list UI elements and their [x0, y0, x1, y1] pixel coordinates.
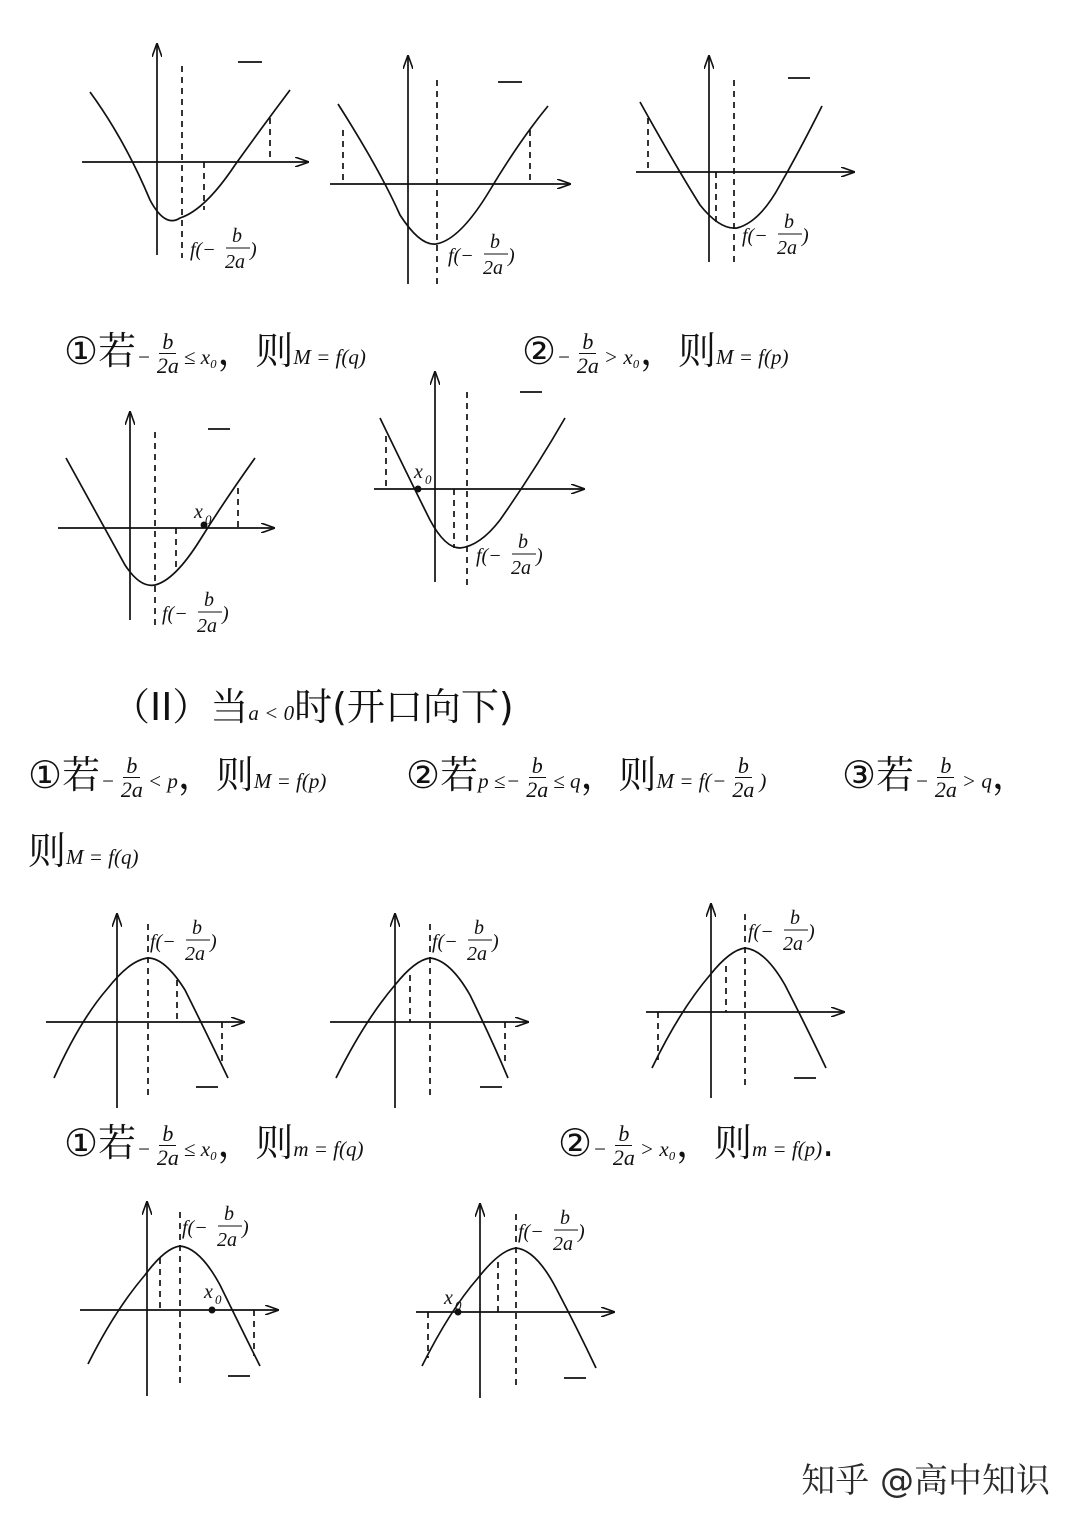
svg-text:b: b: [518, 531, 528, 553]
svg-text:b: b: [560, 1207, 570, 1229]
case-down-3: ③若− $\frac{b}{2a}$ > q，: [842, 753, 1030, 803]
svg-text:f(−: f(−: [432, 931, 458, 953]
fraction: $\frac{b}{2a}$: [612, 1121, 635, 1171]
svg-text:2a: 2a: [197, 615, 217, 637]
svg-text:2a: 2a: [185, 943, 205, 965]
svg-text:f(−: f(−: [182, 1217, 208, 1239]
svg-text:f(−: f(−: [190, 239, 216, 261]
svg-text:b: b: [474, 917, 484, 939]
svg-text:2a: 2a: [511, 557, 531, 579]
result: M = f(p): [715, 345, 789, 370]
svg-text:f(−: f(−: [518, 1221, 544, 1243]
graph-up-4: [58, 412, 274, 625]
svg-text:0: 0: [455, 1298, 462, 1313]
svg-text:f(−: f(−: [748, 921, 774, 943]
x0-label: [413, 461, 432, 487]
marker: ②: [522, 329, 557, 374]
svg-text:): ): [242, 1217, 249, 1239]
marker: ①若: [64, 329, 137, 374]
svg-text:b: b: [784, 211, 794, 233]
svg-text:x: x: [414, 461, 423, 483]
case-down-3-result: 则M = f(q): [28, 829, 139, 873]
svg-text:): ): [536, 545, 543, 567]
fraction: $\frac{b}{2a}$: [732, 753, 755, 803]
svg-text:2a: 2a: [217, 1229, 237, 1251]
svg-text:): ): [222, 603, 229, 625]
svg-text:b: b: [224, 1203, 234, 1225]
svg-text:0: 0: [205, 512, 212, 527]
svg-text:2a: 2a: [483, 257, 503, 279]
svg-text:b: b: [192, 917, 202, 939]
svg-text:x: x: [204, 1281, 213, 1303]
fraction: $\frac{b}{2a}$: [156, 1121, 179, 1171]
case-down-1: ①若− $\frac{b}{2a}$ < p，则M = f(p): [28, 753, 327, 803]
vertex-label: [182, 1203, 249, 1251]
case-up-2: ②− $\frac{b}{2a}$ > x₀，则M = f(p): [522, 329, 789, 379]
svg-text:b: b: [232, 225, 242, 247]
svg-text:0: 0: [425, 472, 432, 487]
fraction: $\frac{b}{2a}$: [934, 753, 957, 803]
svg-text:b: b: [790, 907, 800, 929]
svg-text:f(−: f(−: [476, 545, 502, 567]
vertex-label: [742, 211, 809, 259]
svg-text:f(−: f(−: [162, 603, 188, 625]
svg-text:b: b: [204, 589, 214, 611]
case-up-1: ①若− $\frac{b}{2a}$ ≤ x₀，则M = f(q): [64, 329, 366, 379]
vertex-label: [162, 589, 229, 637]
fraction: $\frac{b}{2a}$: [526, 753, 549, 803]
svg-text:x: x: [444, 1287, 453, 1309]
svg-text:x: x: [194, 501, 203, 523]
watermark: 知乎 @高中知识: [801, 1461, 1050, 1501]
vertex-label: [748, 907, 815, 955]
svg-text:f(−: f(−: [742, 225, 768, 247]
case-down-2: ②若p ≤− $\frac{b}{2a}$ ≤ q，则M = f(− $\frac{b}{2a}$ ): [406, 753, 767, 803]
svg-text:2a: 2a: [777, 237, 797, 259]
svg-text:2a: 2a: [225, 251, 245, 273]
fraction: $\frac{b}{2a}$: [120, 753, 143, 803]
svg-text:): ): [210, 931, 217, 953]
vertex-label: [150, 917, 217, 965]
fraction: $\frac{b}{2a}$: [576, 329, 599, 379]
case-min-1: ①若− $\frac{b}{2a}$ ≤ x₀，则m = f(q): [64, 1121, 364, 1171]
section-heading: （II）当a < 0时(开口向下): [112, 685, 514, 729]
graph-up-1: [82, 44, 308, 258]
svg-text:): ): [250, 239, 257, 261]
svg-text:2a: 2a: [467, 943, 487, 965]
x0-label: [443, 1287, 462, 1313]
svg-text:b: b: [490, 231, 500, 253]
case-min-2: ②− $\frac{b}{2a}$ > x₀，则m = f(p).: [558, 1121, 835, 1171]
svg-text:): ): [578, 1221, 585, 1243]
vertex-label: [432, 917, 499, 965]
fraction: $\frac{b}{2a}$: [156, 329, 179, 379]
svg-text:f(−: f(−: [448, 245, 474, 267]
vertex-label: [476, 531, 543, 579]
svg-text:): ): [492, 931, 499, 953]
svg-text:f(−: f(−: [150, 931, 176, 953]
vertex-label: [448, 231, 515, 279]
svg-text:2a: 2a: [783, 933, 803, 955]
result: M = f(q): [293, 345, 366, 370]
svg-text:0: 0: [215, 1292, 222, 1307]
vertex-label: [518, 1207, 585, 1255]
svg-text:): ): [808, 921, 815, 943]
svg-text:): ): [508, 245, 515, 267]
svg-text:): ): [802, 225, 809, 247]
vertex-label: [190, 225, 257, 273]
svg-text:2a: 2a: [553, 1233, 573, 1255]
